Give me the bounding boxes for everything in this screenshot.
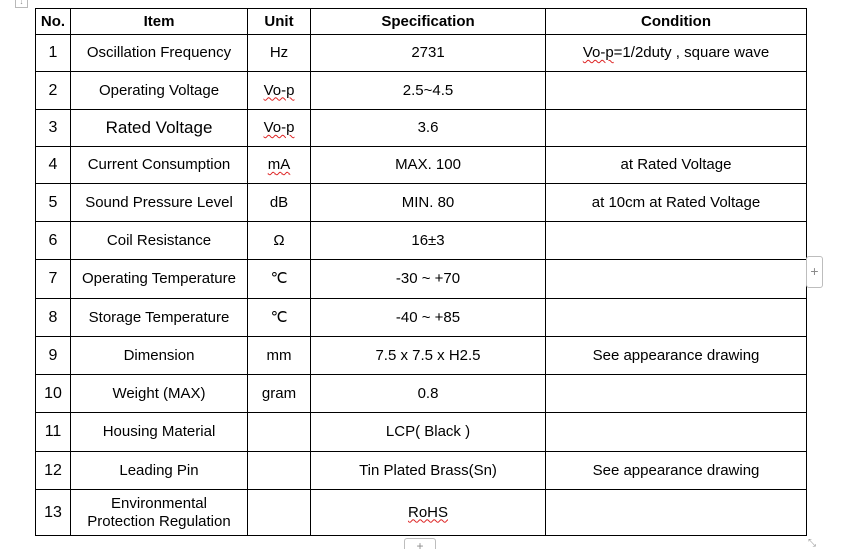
cell-no: 10 bbox=[36, 375, 71, 413]
cell-item: Housing Material bbox=[71, 413, 248, 452]
cell-no: 2 bbox=[36, 72, 71, 110]
cell-condition: See appearance drawing bbox=[546, 337, 807, 375]
table-row bbox=[36, 35, 807, 72]
spellcheck-word: mA bbox=[267, 156, 291, 173]
specification-table bbox=[35, 8, 807, 536]
cell-item: Dimension bbox=[71, 337, 248, 375]
cell-no: 6 bbox=[36, 222, 71, 260]
cell-spec: 3.6 bbox=[311, 110, 546, 147]
cell-unit bbox=[248, 413, 311, 452]
add-row-button[interactable]: + bbox=[404, 538, 436, 549]
cell-spec: Tin Plated Brass(Sn) bbox=[311, 452, 546, 490]
cell-condition bbox=[546, 72, 807, 110]
cell-unit: Hz bbox=[248, 35, 311, 72]
table-row bbox=[36, 490, 807, 536]
cell-spec: 16±3 bbox=[311, 222, 546, 260]
table-row bbox=[36, 72, 807, 110]
cell-no: 8 bbox=[36, 299, 71, 337]
cell-unit: gram bbox=[248, 375, 311, 413]
cell-condition bbox=[546, 110, 807, 147]
cell-no: 3 bbox=[36, 110, 71, 147]
cell-spec: MAX. 100 bbox=[311, 147, 546, 184]
item-line: Environmental bbox=[111, 494, 207, 512]
cell-item: Rated Voltage bbox=[71, 110, 248, 147]
cell-spec: -30 ~ +70 bbox=[311, 260, 546, 299]
cell-item bbox=[71, 490, 248, 536]
table-row bbox=[36, 184, 807, 222]
cell-spec bbox=[311, 490, 546, 536]
table-resize-icon[interactable]: ⤡ bbox=[808, 538, 816, 549]
cell-item: Leading Pin bbox=[71, 452, 248, 490]
cell-unit: Ω bbox=[248, 222, 311, 260]
table-row bbox=[36, 337, 807, 375]
table-row bbox=[36, 299, 807, 337]
cell-item: Weight (MAX) bbox=[71, 375, 248, 413]
table-row bbox=[36, 222, 807, 260]
spellcheck-word: Vo-p bbox=[263, 119, 295, 136]
condition-text: =1/2duty , square wave bbox=[613, 44, 770, 61]
cell-unit bbox=[248, 72, 311, 110]
cell-item: Oscillation Frequency bbox=[71, 35, 248, 72]
table-move-icon[interactable]: ↓ bbox=[15, 0, 28, 8]
cell-no: 9 bbox=[36, 337, 71, 375]
table-row bbox=[36, 260, 807, 299]
cell-item: Operating Temperature bbox=[71, 260, 248, 299]
spellcheck-word: Vo-p bbox=[263, 81, 295, 99]
cell-no: 11 bbox=[36, 413, 71, 452]
cell-no: 7 bbox=[36, 260, 71, 299]
cell-spec: 0.8 bbox=[311, 375, 546, 413]
cell-item: Current Consumption bbox=[71, 147, 248, 184]
table-row bbox=[36, 452, 807, 490]
table-row bbox=[36, 110, 807, 147]
cell-item: Operating Voltage bbox=[71, 72, 248, 110]
cell-item: Storage Temperature bbox=[71, 299, 248, 337]
cell-condition bbox=[546, 222, 807, 260]
cell-condition bbox=[546, 35, 807, 72]
cell-item: Coil Resistance bbox=[71, 222, 248, 260]
cell-no: 1 bbox=[36, 35, 71, 72]
cell-unit: dB bbox=[248, 184, 311, 222]
cell-unit: ℃ bbox=[248, 299, 311, 337]
cell-unit bbox=[248, 452, 311, 490]
cell-condition bbox=[546, 260, 807, 299]
cell-unit bbox=[248, 147, 311, 184]
cell-spec: 7.5 x 7.5 x H2.5 bbox=[311, 337, 546, 375]
cell-condition: at Rated Voltage bbox=[546, 147, 807, 184]
cell-unit bbox=[248, 490, 311, 536]
header-condition: Condition bbox=[546, 9, 807, 35]
header-specification: Specification bbox=[311, 9, 546, 35]
cell-no: 12 bbox=[36, 452, 71, 490]
item-line: Protection Regulation bbox=[87, 512, 231, 530]
cell-spec: LCP( Black ) bbox=[311, 413, 546, 452]
cell-condition bbox=[546, 490, 807, 536]
table-row bbox=[36, 375, 807, 413]
header-item: Item bbox=[71, 9, 248, 35]
cell-condition bbox=[546, 299, 807, 337]
cell-condition bbox=[546, 413, 807, 452]
cell-no: 4 bbox=[36, 147, 71, 184]
cell-no: 13 bbox=[36, 490, 71, 536]
header-no: No. bbox=[36, 9, 71, 35]
cell-spec: -40 ~ +85 bbox=[311, 299, 546, 337]
cell-item: Sound Pressure Level bbox=[71, 184, 248, 222]
cell-spec: 2.5~4.5 bbox=[311, 72, 546, 110]
cell-unit: mm bbox=[248, 337, 311, 375]
cell-no: 5 bbox=[36, 184, 71, 222]
cell-condition: See appearance drawing bbox=[546, 452, 807, 490]
header-unit: Unit bbox=[248, 9, 311, 35]
spellcheck-word: RoHS bbox=[407, 503, 448, 521]
add-column-button[interactable]: + bbox=[806, 256, 823, 288]
cell-spec: 2731 bbox=[311, 35, 546, 72]
cell-condition bbox=[546, 375, 807, 413]
table-row bbox=[36, 147, 807, 184]
table-header-row bbox=[36, 9, 807, 35]
cell-unit bbox=[248, 110, 311, 147]
cell-spec: MIN. 80 bbox=[311, 184, 546, 222]
table-row bbox=[36, 413, 807, 452]
cell-condition: at 10cm at Rated Voltage bbox=[546, 184, 807, 222]
spellcheck-word: Vo-p bbox=[582, 44, 614, 61]
cell-unit: ℃ bbox=[248, 260, 311, 299]
